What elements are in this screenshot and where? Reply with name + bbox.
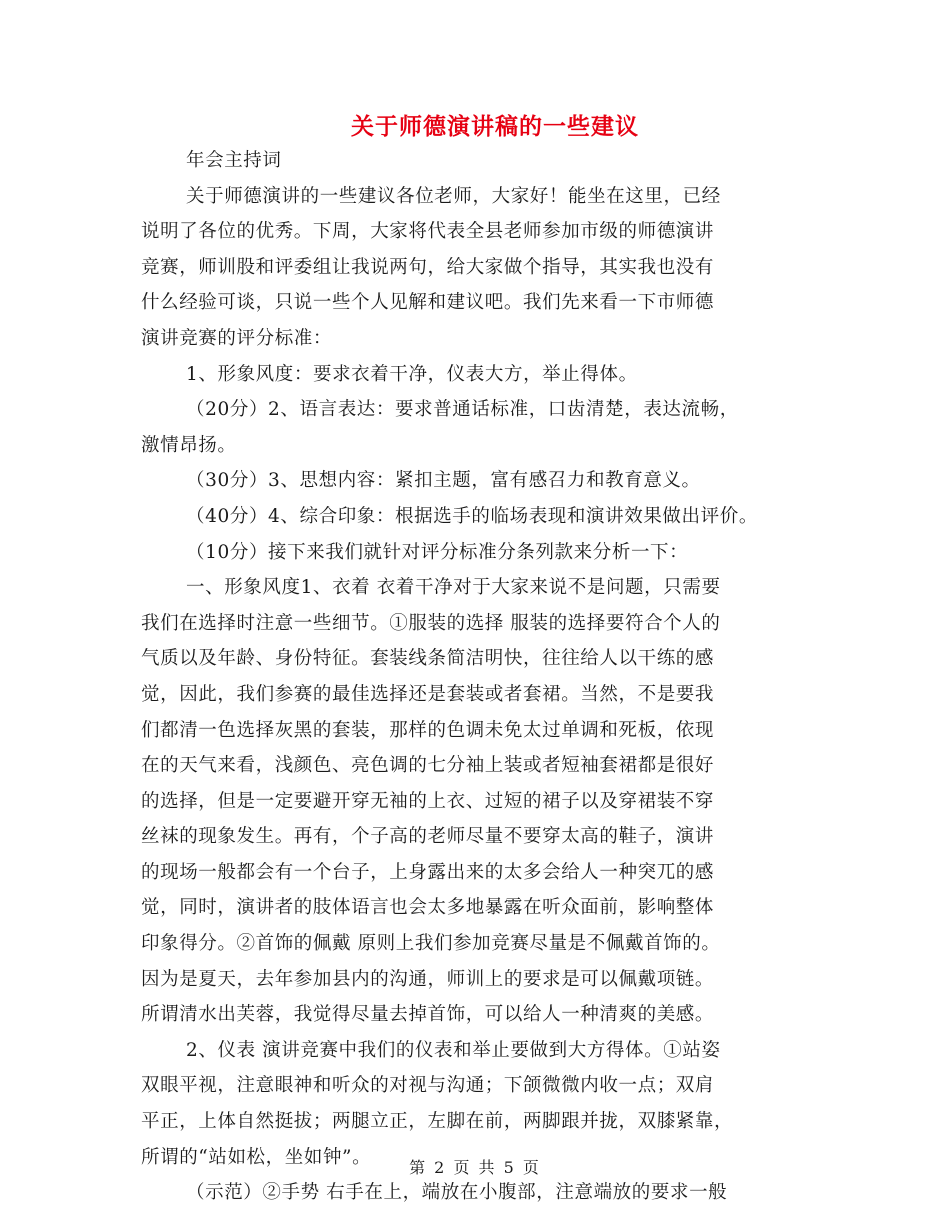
text-line: （10分）接下来我们就针对评分标准分条列款来分析一下： xyxy=(186,541,689,563)
text-line: 竞赛，师训股和评委组让我说两句，给大家做个指导，其实我也没有 xyxy=(141,256,715,278)
text-line: 什么经验可谈，只说一些个人见解和建议吧。我们先来看一下市师德 xyxy=(141,292,715,314)
text-line: 的现场一般都会有一个台子，上身露出来的太多会给人一种突兀的感 xyxy=(141,861,715,883)
text-line: 气质以及年龄、身份特征。套装线条简洁明快，往往给人以干练的感 xyxy=(141,648,715,670)
text-line: 印象得分。②首饰的佩戴 原则上我们参加竞赛尽量是不佩戴首饰的。 xyxy=(141,933,721,955)
text-line: 所谓的“站如松，坐如钟”。 xyxy=(141,1146,372,1168)
text-line: 在的天气来看，浅颜色、亮色调的七分袖上装或者短袖套裙都是很好 xyxy=(141,755,715,777)
text-line: 2、仪表 演讲竞赛中我们的仪表和举止要做到大方得体。①站姿 xyxy=(186,1039,721,1061)
text-line: 平正，上体自然挺拔；两腿立正，左脚在前，两脚跟并拢，双膝紧靠， xyxy=(141,1111,734,1133)
text-line: 因为是夏天，去年参加县内的沟通，师训上的要求是可以佩戴项链。 xyxy=(141,968,715,990)
text-line: 的选择，但是一定要避开穿无袖的上衣、过短的裙子以及穿裙装不穿 xyxy=(141,790,715,812)
text-line: （40分）4、综合印象：根据选手的临场表现和演讲效果做出评价。 xyxy=(186,505,758,527)
text-line: 一、形象风度1、衣着 衣着干净对于大家来说不是问题，只需要 xyxy=(186,577,721,599)
text-line: 所谓清水出芙蓉，我觉得尽量去掉首饰，可以给人一种清爽的美感。 xyxy=(141,1004,715,1026)
document-body xyxy=(141,143,831,1211)
text-line: 丝袜的现象发生。再有，个子高的老师尽量不要穿太高的鞋子，演讲 xyxy=(141,826,715,848)
text-line: （30分）3、思想内容：紧扣主题，富有感召力和教育意义。 xyxy=(186,470,701,492)
text-line: 觉，因此，我们参赛的最佳选择还是套装或者套裙。当然，不是要我 xyxy=(141,683,715,705)
text-line: 们都清一色选择灰黑的套装，那样的色调未免太过单调和死板，依现 xyxy=(141,719,715,741)
text-line: 激情昂扬。 xyxy=(141,434,237,456)
text-line: 演讲竞赛的评分标准： xyxy=(141,327,333,349)
document-title: 关于师德演讲稿的一些建议 xyxy=(351,113,639,140)
text-line: （示范）②手势 右手在上，端放在小腹部，注意端放的要求一般 xyxy=(186,1182,728,1204)
text-line: 觉，同时，演讲者的肢体语言也会太多地暴露在听众面前，影响整体 xyxy=(141,897,715,919)
text-line: 我们在选择时注意一些细节。①服装的选择 服装的选择要符合个人的 xyxy=(141,612,721,634)
text-line: 双眼平视，注意眼神和听众的对视与沟通；下颌微微内收一点；双肩 xyxy=(141,1075,715,1097)
text-line: 关于师德演讲的一些建议各位老师，大家好！能坐在这里，已经 xyxy=(186,185,721,207)
text-line: 年会主持词 xyxy=(186,150,282,171)
text-line: 1、形象风度：要求衣着干净，仪表大方，举止得体。 xyxy=(186,363,638,385)
text-line: 说明了各位的优秀。下周，大家将代表全县老师参加市级的师德演讲 xyxy=(141,221,715,243)
page-footer: 第 2 页 共 5 页 xyxy=(409,1158,541,1177)
text-line: （20分）2、语言表达：要求普通话标准，口齿清楚，表达流畅， xyxy=(186,399,739,421)
